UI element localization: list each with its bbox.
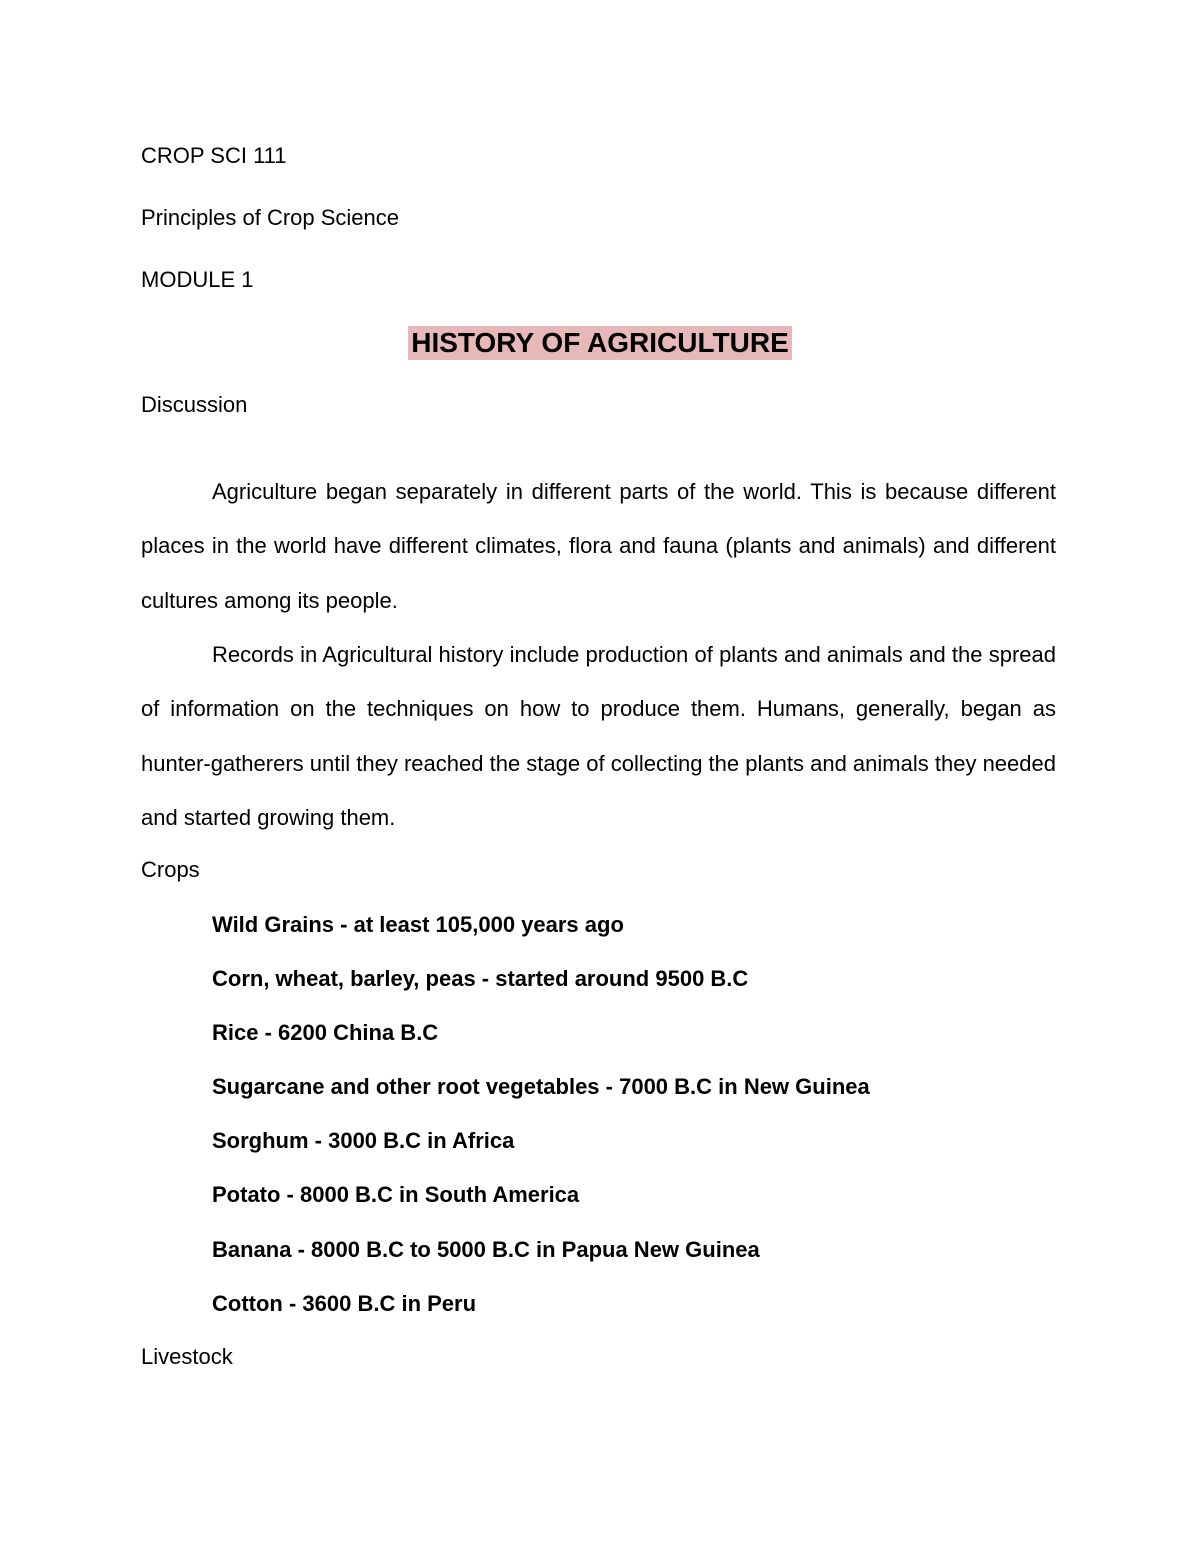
- paragraph-2: Records in Agricultural history include production of plants and animals and the spread of information on the techniques on how to produce them. Humans, generally, began as hunter-gatherers until they reached the stage of collecting the plants and animals they needed and started growing them.: [141, 642, 1056, 830]
- livestock-heading: Livestock: [141, 1344, 233, 1369]
- crop-item: Cotton - 3600 B.C in Peru: [212, 1291, 477, 1316]
- crop-item: Corn, wheat, barley, peas - started around 9500 B.C: [212, 966, 749, 991]
- paragraph-1: Agriculture began separately in different parts of the world. This is because different places in the world have different climates, flora and fauna (plants and animals) and different cultures among its people.: [141, 479, 1056, 613]
- title-container: [0, 326, 1200, 360]
- module-label: MODULE 1: [141, 267, 254, 292]
- discussion-heading: Discussion: [141, 392, 248, 417]
- document-title: HISTORY OF AGRICULTURE: [408, 326, 792, 360]
- crop-item: Sorghum - 3000 B.C in Africa: [212, 1128, 515, 1153]
- crops-heading: Crops: [141, 857, 200, 882]
- crop-item: Rice - 6200 China B.C: [212, 1020, 439, 1045]
- course-title: Principles of Crop Science: [141, 205, 400, 230]
- course-code: CROP SCI 111: [141, 143, 287, 168]
- crop-item: Sugarcane and other root vegetables - 7000 B.C in New Guinea: [212, 1074, 870, 1099]
- crop-item: Banana - 8000 B.C to 5000 B.C in Papua New Guinea: [212, 1237, 760, 1262]
- crop-item: Wild Grains - at least 105,000 years ago: [212, 912, 624, 937]
- crop-item: Potato - 8000 B.C in South America: [212, 1182, 580, 1207]
